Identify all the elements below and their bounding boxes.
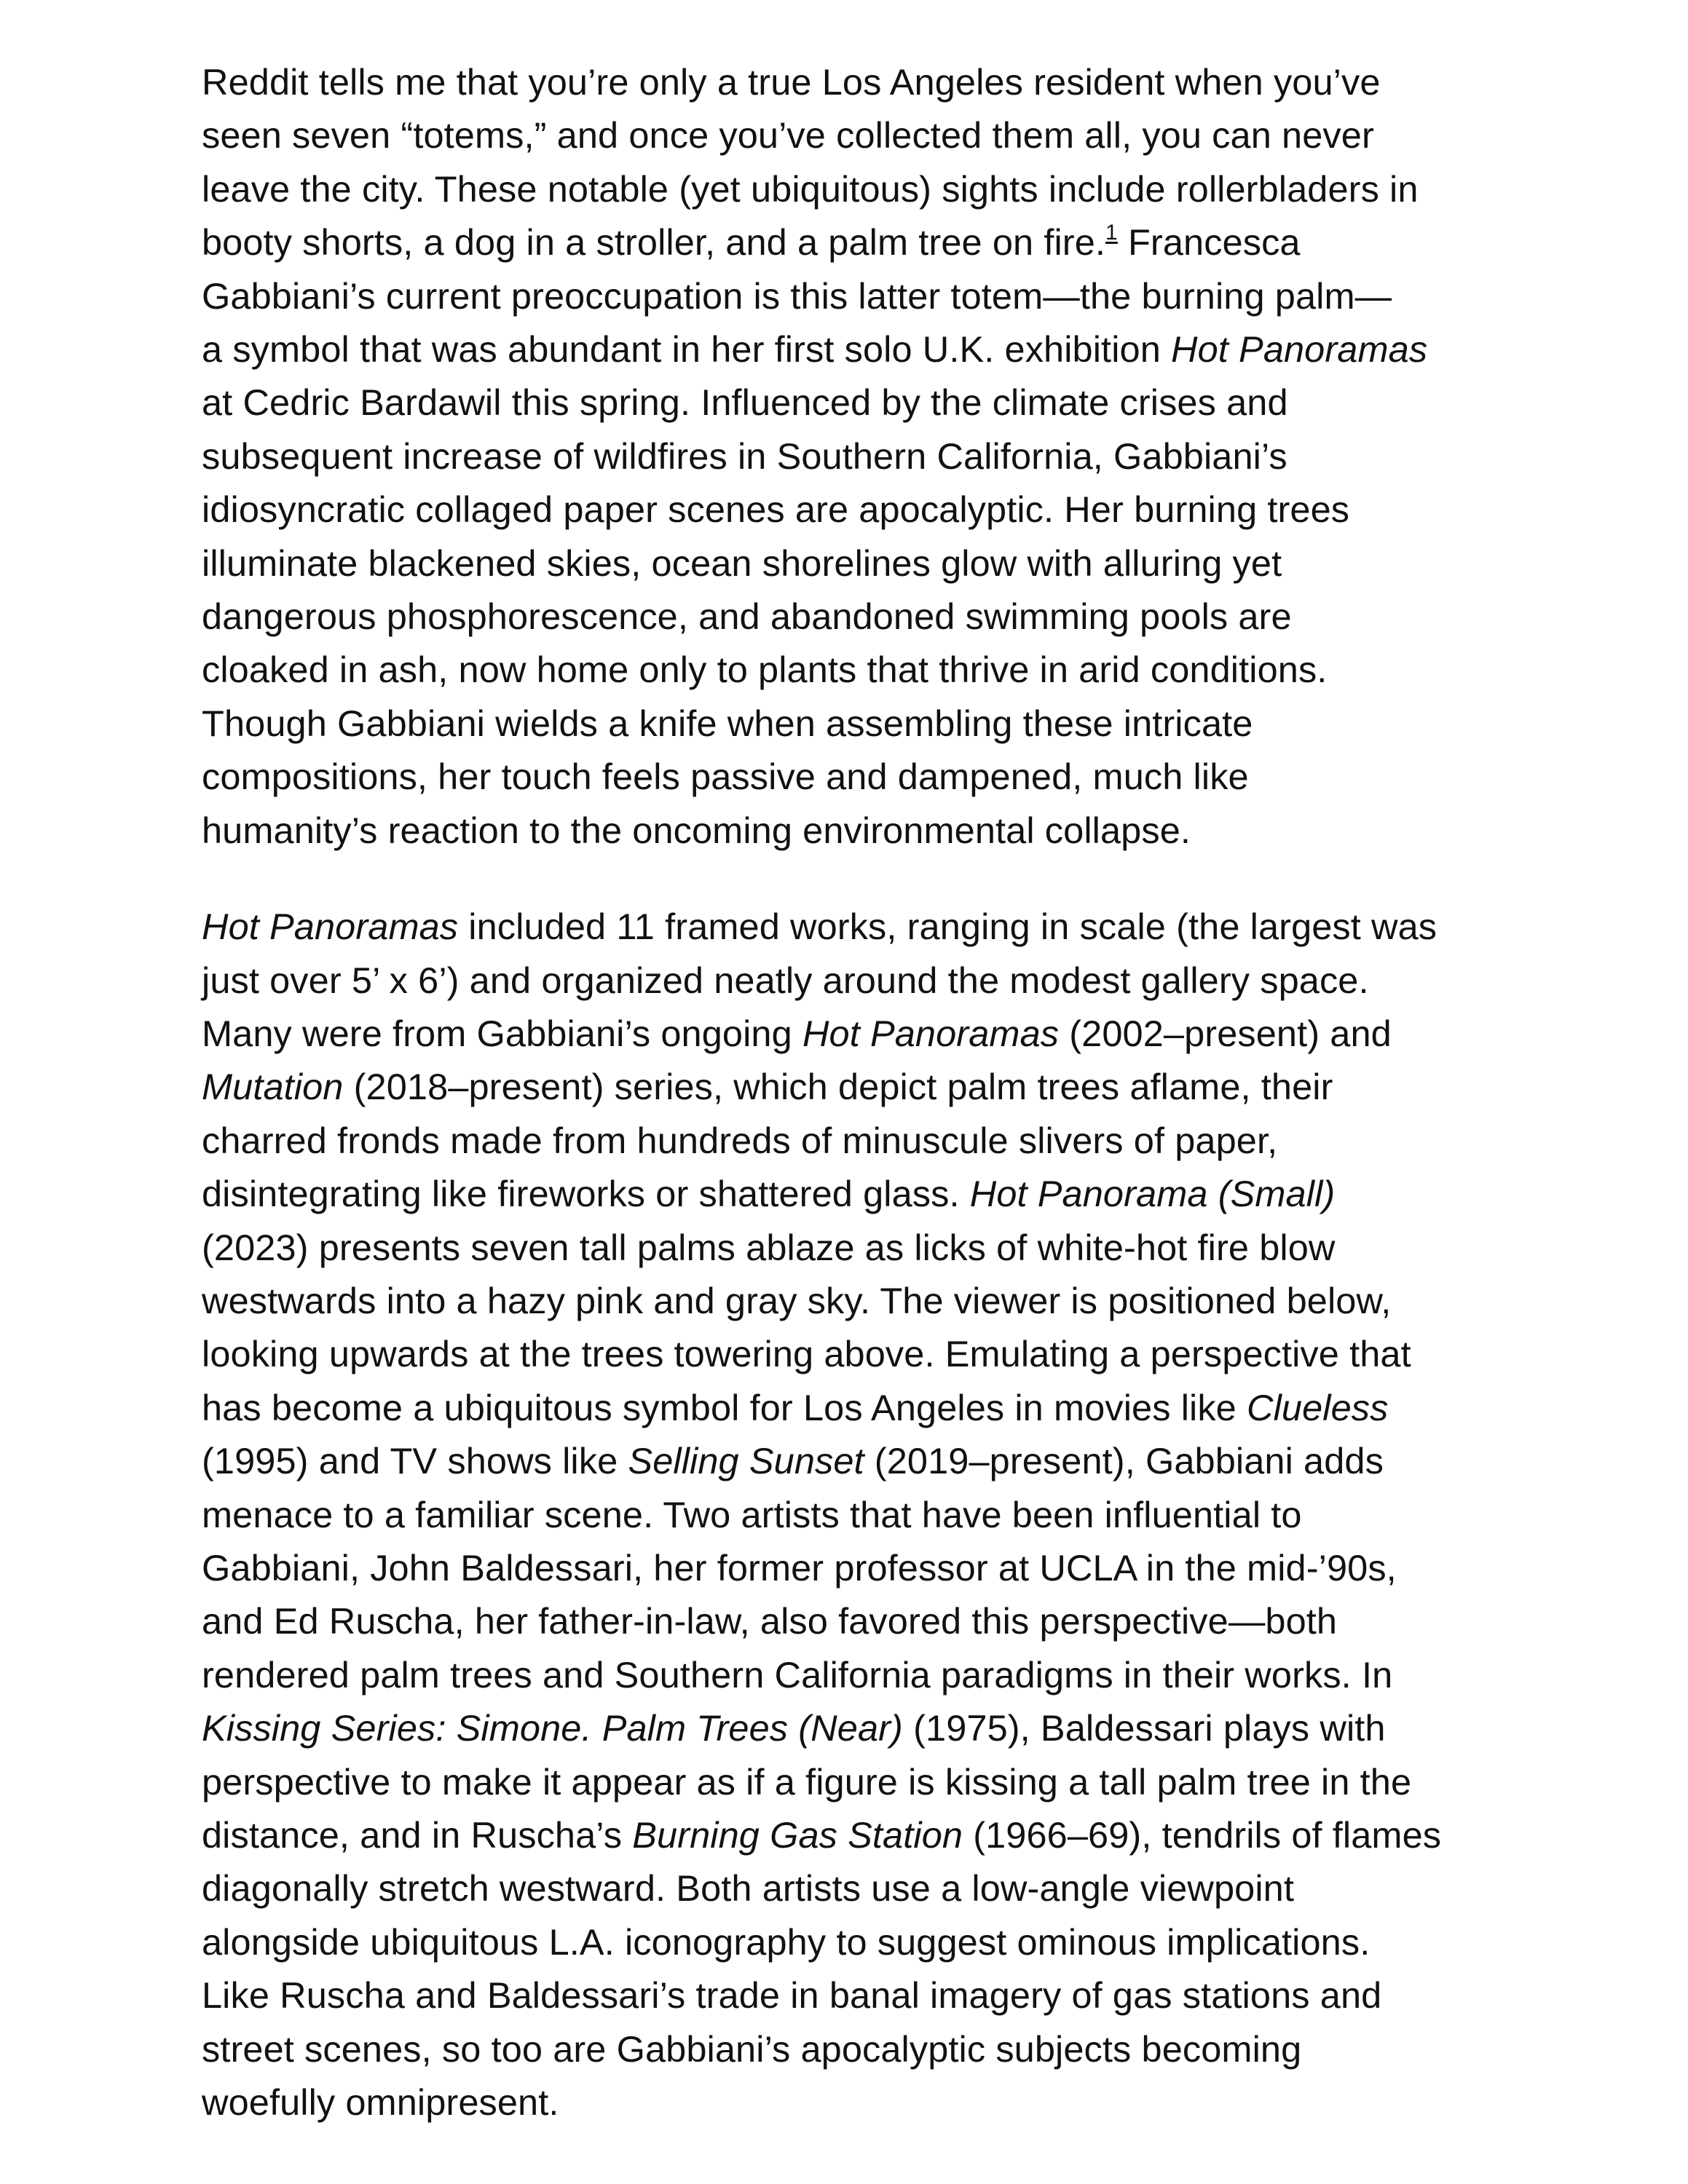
text-line: menace to a familiar scene. Two artists that have been influential to bbox=[202, 1493, 1302, 1535]
text-line: just over 5’ x 6’) and organized neatly around the modest gallery space. bbox=[202, 959, 1369, 1001]
text-line: Gabbiani, John Baldessari, her former professor at UCLA in the mid-’90s, bbox=[202, 1546, 1397, 1588]
text-line: diagonally stretch westward. Both artists use a low-angle viewpoint bbox=[202, 1867, 1295, 1910]
text-line: distance, and in Ruscha’s Burning Gas Station (1966–69), tendrils of flames bbox=[202, 1814, 1442, 1856]
text-line: at Cedric Bardawil this spring. Influenced by the climate crises and bbox=[202, 381, 1288, 424]
text-line: looking upwards at the trees towering above. Emulating a perspective that bbox=[202, 1333, 1411, 1375]
article-body bbox=[202, 55, 1513, 2129]
exhibition-title: Hot Panoramas bbox=[202, 906, 459, 948]
text-line: Gabbiani’s current preoccupation is this latter totem—the burning palm— bbox=[202, 274, 1392, 317]
text-line: compositions, her touch feels passive and dampened, much like bbox=[202, 756, 1249, 798]
artwork-title: Hot Panorama (Small) bbox=[969, 1173, 1336, 1215]
text-line: illuminate blackened skies, ocean shorelines glow with alluring yet bbox=[202, 542, 1282, 584]
text-line: Like Ruscha and Baldessari’s trade in banal imagery of gas stations and bbox=[202, 1974, 1382, 2017]
text-line: and Ed Ruscha, her father-in-law, also favored this perspective—both bbox=[202, 1600, 1338, 1642]
text-line: Reddit tells me that you’re only a true Los Angeles resident when you’ve bbox=[202, 61, 1381, 103]
paragraph-spacer bbox=[202, 857, 1513, 900]
text-line: dangerous phosphorescence, and abandoned swimming pools are bbox=[202, 596, 1292, 638]
text-line: charred fronds made from hundreds of minuscule slivers of paper, bbox=[202, 1119, 1278, 1161]
text-line: cloaked in ash, now home only to plants that thrive in arid conditions. bbox=[202, 649, 1328, 691]
text-line: Kissing Series: Simone. Palm Trees (Near) (1975), Baldessari plays with bbox=[202, 1707, 1386, 1749]
series-title: Mutation bbox=[202, 1066, 344, 1108]
text-line: (1995) and TV shows like Selling Sunset (2019–present), Gabbiani adds bbox=[202, 1440, 1384, 1482]
text-line: humanity’s reaction to the oncoming environmental collapse. bbox=[202, 809, 1191, 851]
series-title: Hot Panoramas bbox=[802, 1012, 1060, 1054]
text-line: Hot Panoramas included 11 framed works, ranging in scale (the largest was bbox=[202, 906, 1437, 948]
text-line: has become a ubiquitous symbol for Los Angeles in movies like Clueless bbox=[202, 1386, 1389, 1428]
text-line: westwards into a hazy pink and gray sky. The viewer is positioned below, bbox=[202, 1279, 1392, 1321]
artwork-title: Kissing Series: Simone. Palm Trees (Near) bbox=[202, 1707, 903, 1749]
artwork-title: Burning Gas Station bbox=[632, 1814, 963, 1856]
text-line: street scenes, so too are Gabbiani’s apocalyptic subjects becoming bbox=[202, 2027, 1302, 2070]
text-line: woefully omnipresent. bbox=[202, 2081, 559, 2124]
text-line: Mutation (2018–present) series, which depict palm trees aflame, their bbox=[202, 1066, 1333, 1108]
text-line: Though Gabbiani wields a knife when assembling these intricate bbox=[202, 702, 1253, 744]
text-line: idiosyncratic collaged paper scenes are apocalyptic. Her burning trees bbox=[202, 488, 1350, 531]
text-line: leave the city. These notable (yet ubiquitous) sights include rollerbladers in bbox=[202, 167, 1419, 210]
text-line: subsequent increase of wildfires in Southern California, Gabbiani’s bbox=[202, 435, 1287, 477]
footnote-reference[interactable]: 1 bbox=[1105, 221, 1118, 245]
text-line: perspective to make it appear as if a figure is kissing a tall palm tree in the bbox=[202, 1760, 1412, 1803]
text-line: a symbol that was abundant in her first solo U.K. exhibition Hot Panoramas bbox=[202, 328, 1428, 371]
text-line: disintegrating like fireworks or shattered glass. Hot Panorama (Small) bbox=[202, 1173, 1336, 1215]
text-line: rendered palm trees and Southern California paradigms in their works. In bbox=[202, 1653, 1393, 1696]
show-title: Selling Sunset bbox=[628, 1440, 864, 1482]
paragraph-1 bbox=[202, 55, 1513, 857]
text-line: alongside ubiquitous L.A. iconography to suggest ominous implications. bbox=[202, 1920, 1370, 1963]
text-line: seen seven “totems,” and once you’ve collected them all, you can never bbox=[202, 114, 1374, 157]
text-line: (2023) presents seven tall palms ablaze as licks of white-hot fire blow bbox=[202, 1226, 1336, 1268]
film-title: Clueless bbox=[1247, 1386, 1389, 1428]
exhibition-title: Hot Panoramas bbox=[1171, 328, 1428, 371]
paragraph-2 bbox=[202, 900, 1513, 2129]
text-line: Many were from Gabbiani’s ongoing Hot Panoramas (2002–present) and bbox=[202, 1012, 1392, 1054]
text-line: booty shorts, a dog in a stroller, and a palm tree on fire.$^1$ Francesca bbox=[202, 221, 1301, 264]
